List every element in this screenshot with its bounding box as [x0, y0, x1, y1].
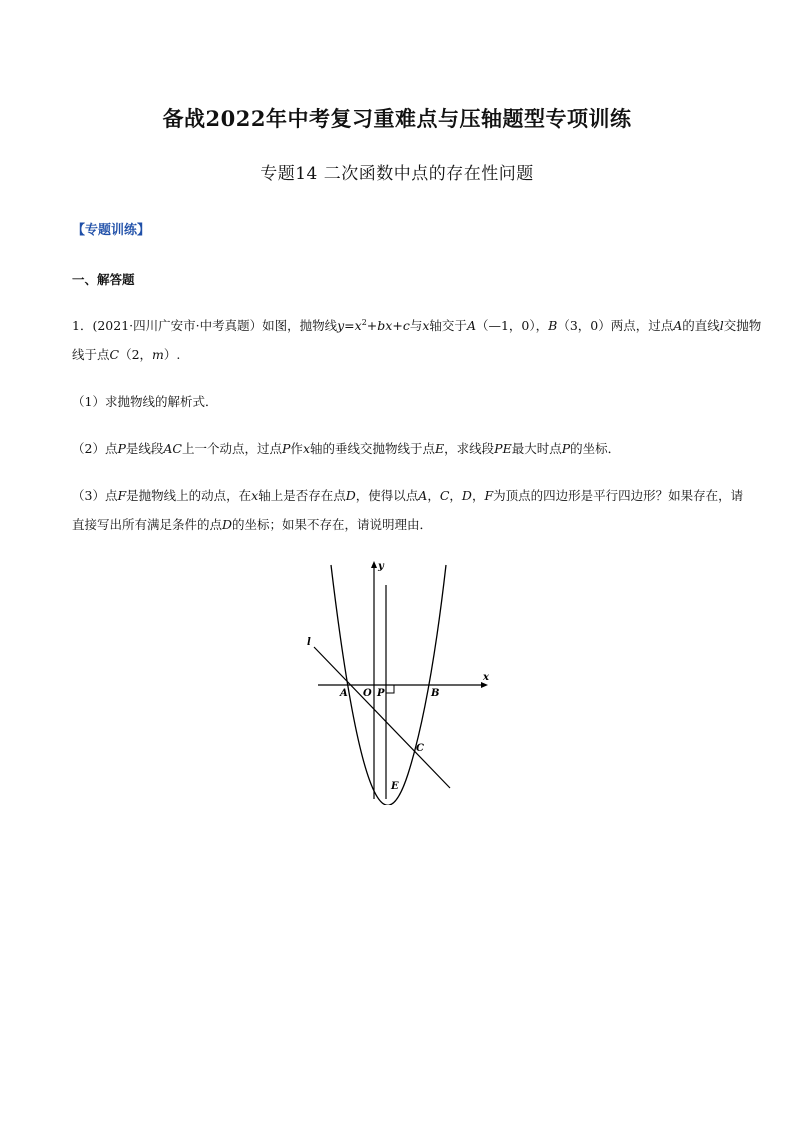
text-fragment: （2，: [119, 347, 153, 362]
text-fragment: 是线段: [125, 441, 164, 456]
math-var: D: [222, 517, 233, 532]
math-var: P: [117, 441, 126, 456]
text-fragment: 轴的垂线交抛物线于点: [310, 441, 436, 456]
figure-svg: [300, 555, 500, 805]
question-part3-line2: [72, 515, 432, 533]
math-var: A: [418, 488, 428, 503]
label-x: x: [483, 672, 489, 683]
text-fragment: （3，0）两点，过点: [557, 318, 674, 333]
text-fragment: ，: [449, 488, 462, 503]
math-var: D: [345, 488, 356, 503]
math-var: A: [466, 318, 476, 333]
question-intro-line1: [72, 316, 761, 334]
text-fragment: （—1，0），: [475, 318, 549, 333]
math-op: +: [366, 318, 378, 333]
label-y: y: [378, 561, 384, 572]
math-var: bx: [377, 318, 393, 333]
parabola-figure: [300, 555, 500, 805]
text-fragment: 上一个动点，过点: [181, 441, 282, 456]
text-fragment: 最大时点: [511, 441, 562, 456]
text-fragment: ）.: [163, 347, 181, 362]
math-op: =: [344, 318, 355, 333]
label-o: O: [363, 688, 372, 699]
label-p: P: [377, 688, 385, 699]
math-var: C: [439, 488, 450, 503]
text-fragment: ，: [427, 488, 440, 503]
text-fragment: 与: [409, 318, 423, 333]
page-title: 备战2022年中考复习重难点与压轴题型专项训练: [162, 106, 632, 131]
text-fragment: 为顶点的四边形是平行四边形？如果存在，请: [493, 488, 744, 503]
text-fragment: （2）点: [72, 441, 118, 456]
math-var: D: [461, 488, 472, 503]
math-var: P: [282, 441, 291, 456]
math-var: A: [673, 318, 683, 333]
label-b: B: [431, 688, 440, 699]
math-var: x: [422, 318, 430, 333]
math-var: l: [719, 318, 724, 333]
math-var: c: [402, 318, 410, 333]
page-subtitle: 专题14 二次函数中点的存在性问题: [260, 164, 534, 184]
math-var: x: [251, 488, 259, 503]
math-var: F: [117, 488, 127, 503]
text-fragment: 的直线: [682, 318, 720, 333]
text-fragment: 1．(2021·四川广安市·中考真题）如图，抛物线: [72, 318, 338, 333]
text-fragment: ，: [471, 488, 485, 503]
math-var: P: [561, 441, 571, 456]
question-part1: （1）求抛物线的解析式．: [72, 394, 218, 409]
y-axis-arrow: [371, 561, 377, 568]
math-var: F: [484, 488, 494, 503]
text-fragment: 的坐标．: [570, 441, 621, 456]
label-l: l: [307, 637, 311, 648]
text-fragment: 轴交于: [429, 318, 467, 333]
text-fragment: 轴上是否存在点: [258, 488, 346, 503]
math-var: m: [152, 347, 164, 362]
section-tag: 【专题训练】: [72, 223, 151, 238]
section-heading: 一、解答题: [72, 272, 135, 287]
text-fragment: 是抛物线上的动点，在: [126, 488, 252, 503]
math-op: +: [392, 318, 403, 333]
text-fragment: （3）点: [72, 488, 118, 503]
label-e: E: [391, 781, 399, 792]
math-var: x: [354, 318, 362, 333]
question-part2: [72, 439, 620, 457]
math-exponent: 2: [361, 318, 367, 327]
question-part3: [72, 486, 743, 504]
label-c: C: [416, 743, 424, 754]
text-fragment: 直接写出所有满足条件的点: [72, 517, 223, 532]
text-fragment: 的坐标；如果不存在，请说明理由．: [232, 517, 433, 532]
question-intro-line2: [72, 345, 180, 363]
line-l: [314, 647, 450, 788]
text-fragment: ，求线段: [444, 441, 495, 456]
right-angle-mark: [386, 685, 394, 693]
math-var: AC: [163, 441, 182, 456]
text-fragment: ，使得以点: [355, 488, 419, 503]
math-var: PE: [494, 441, 512, 456]
math-var: y: [337, 318, 345, 333]
label-a: A: [340, 688, 348, 699]
text-fragment: 交抛物: [723, 318, 762, 333]
math-var: E: [435, 441, 445, 456]
text-fragment: 作: [290, 441, 303, 456]
math-var: C: [109, 347, 120, 362]
text-fragment: 线于点: [72, 347, 110, 362]
math-var: x: [302, 441, 310, 456]
math-var: B: [548, 318, 558, 333]
